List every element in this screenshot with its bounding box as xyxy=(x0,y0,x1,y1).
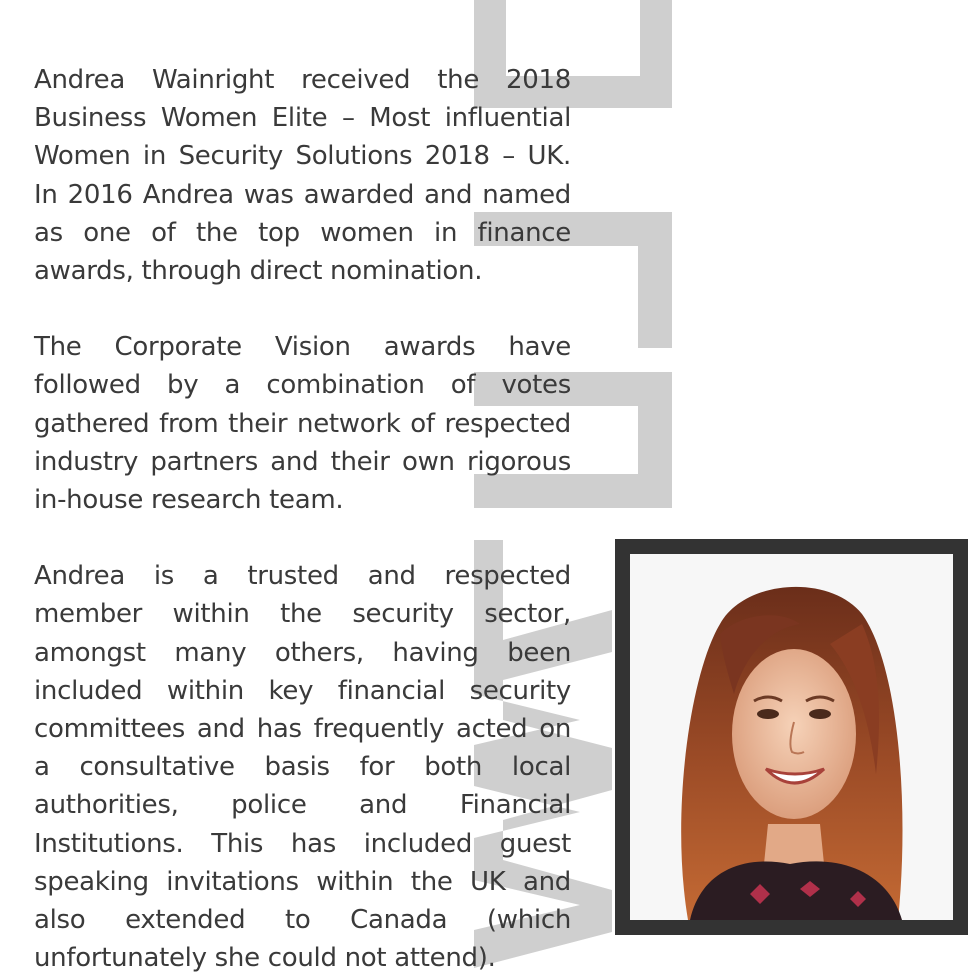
portrait-photo xyxy=(630,554,953,920)
paragraph-awards: Andrea Wainright received the 2018 Business Women Elite – Most influential Women in Security Solutions 2018 – UK. In 2016 Andrea was awarded and named as one of the top women in finance awards, through direct nomination. xyxy=(34,65,571,287)
photo-frame xyxy=(615,539,968,935)
article-body xyxy=(34,61,571,977)
paragraph-corporate-vision: The Corporate Vision awards have followed by a combination of votes gathered from their network of respected industry partners and their own rigorous in-house research team. xyxy=(34,332,571,516)
paragraph-security-sector: Andrea is a trusted and respected member within the security sector, amongst many others, having been included within key financial security committees and has frequently acted on a consultative basis for both local authorities, police and Financial Institutions. This has included guest speaking invitations within the UK and also extended to Canada (which unfortunately she could not attend). xyxy=(34,561,571,974)
